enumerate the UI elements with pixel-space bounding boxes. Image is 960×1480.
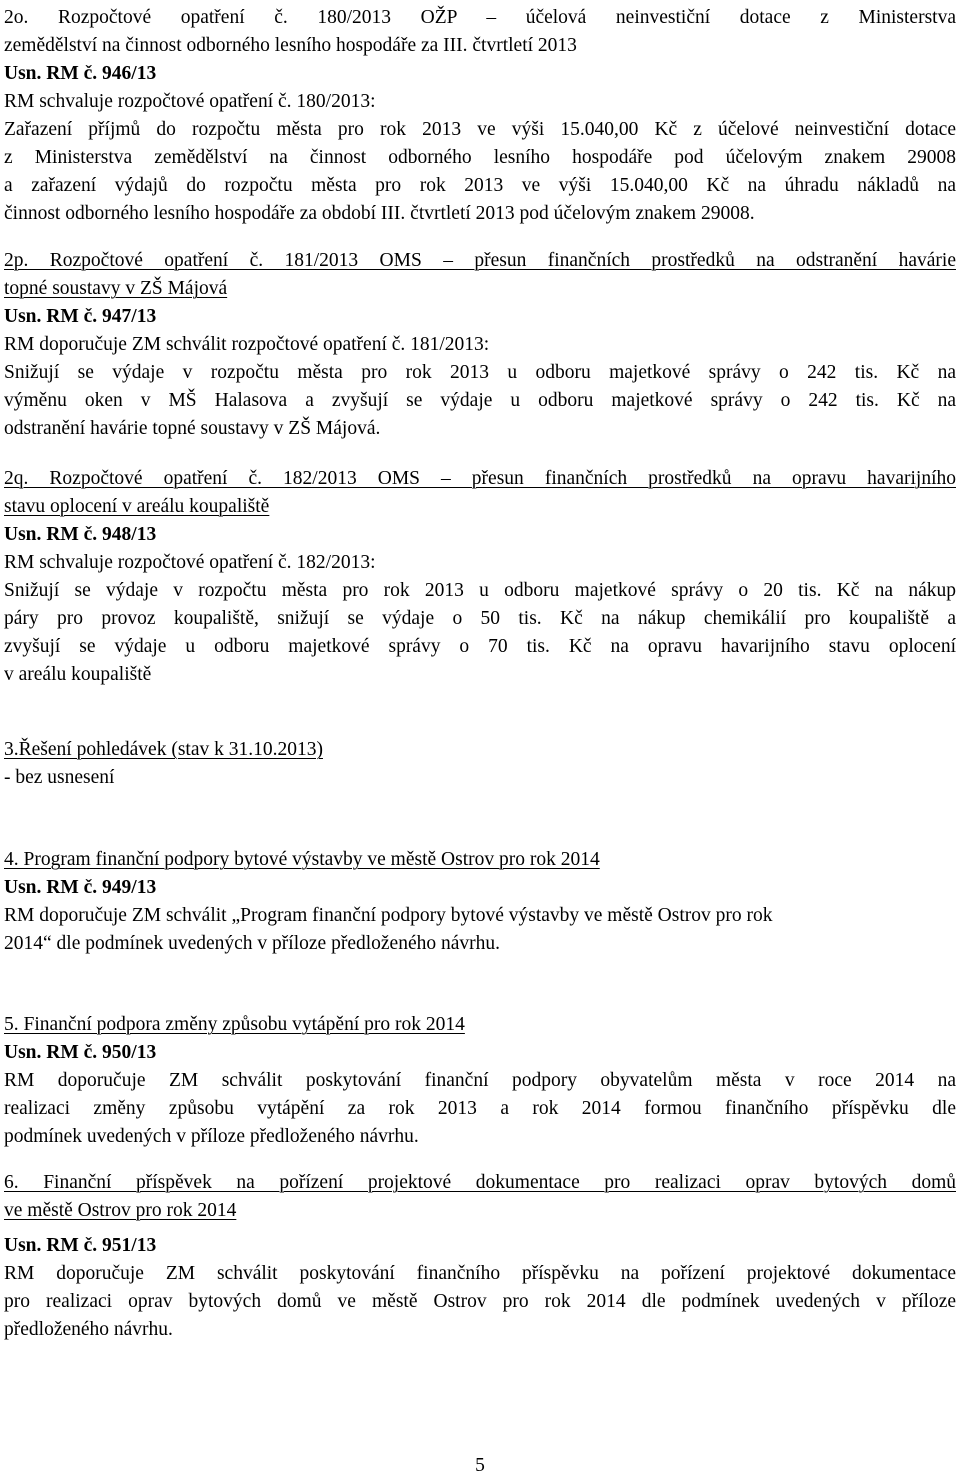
resolution-number: Usn. RM č. 949/13 (4, 877, 157, 898)
section-heading: 2p. Rozpočtové opatření č. 181/2013 OMS – přesun finančních prostředků na odstranění havárie (4, 250, 956, 271)
body-line: RM schvaluje rozpočtové opatření č. 180/2013: (4, 91, 376, 112)
body-line: páry pro provoz koupaliště, snižují se výdaje o 50 tis. Kč na nákup chemikálií pro koupaliště a (4, 608, 956, 629)
section-2o (4, 4, 956, 228)
section-heading: 2q. Rozpočtové opatření č. 182/2013 OMS – přesun finančních prostředků na opravu havarijního (4, 468, 956, 489)
body-line: pro realizaci oprav bytových domů ve městě Ostrov pro rok 2014 dle podmínek uvedených v příloze (4, 1291, 956, 1312)
section-heading-text: 4. Program finanční podpory bytové výstavby ve městě Ostrov pro rok 2014 (4, 849, 600, 870)
resolution-number: Usn. RM č. 948/13 (4, 524, 157, 545)
section-heading-text: 5. Finanční podpora změny způsobu vytápění pro rok 2014 (4, 1014, 465, 1035)
resolution-number: Usn. RM č. 950/13 (4, 1042, 157, 1063)
body-line: v areálu koupaliště (4, 664, 152, 685)
body-line: výměnu oken v MŠ Halasova a zvyšují se výdaje u odboru majetkové správy o 242 tis. Kč na (4, 390, 956, 411)
section-3 (4, 736, 956, 792)
body-line: Snižují se výdaje v rozpočtu města pro rok 2013 u odboru majetkové správy o 242 tis. Kč na (4, 362, 956, 383)
body-line: odstranění havárie topné soustavy v ZŠ Májová. (4, 418, 381, 439)
section-heading: zemědělství na činnost odborného lesního hospodáře za III. čtvrtletí 2013 (4, 35, 577, 56)
section-heading-text: 3.Řešení pohledávek (stav k 31.10.2013) (4, 739, 323, 760)
section-heading: 6. Finanční příspěvek na pořízení projektové dokumentace pro realizaci oprav bytových domů (4, 1172, 956, 1193)
section-5 (4, 1011, 956, 1151)
page-number: 5 (475, 1455, 485, 1476)
body-line: RM doporučuje ZM schválit rozpočtové opatření č. 181/2013: (4, 334, 490, 355)
body-line: RM doporučuje ZM schválit poskytování finančního příspěvku na pořízení projektové dokumentace (4, 1263, 956, 1284)
section-heading (4, 1197, 956, 1225)
body-line: zvyšují se výdaje u odboru majetkové správy o 70 tis. Kč na opravu havarijního stavu oplocení (4, 636, 956, 657)
body-line: činnost odborného lesního hospodáře za období III. čtvrtletí 2013 pod účelovým znakem 29008. (4, 203, 755, 224)
body-line: realizaci změny způsobu vytápění za rok 2013 a rok 2014 formou finančního příspěvku dle (4, 1098, 956, 1119)
section-2p (4, 247, 956, 443)
body-line: RM schvaluje rozpočtové opatření č. 182/2013: (4, 552, 376, 573)
body-line: - bez usnesení (4, 767, 115, 788)
section-4 (4, 846, 956, 958)
section-heading (4, 275, 956, 303)
resolution-number: Usn. RM č. 947/13 (4, 306, 157, 327)
body-line: podmínek uvedených v příloze předloženého návrhu. (4, 1126, 419, 1147)
body-line: z Ministerstva zemědělství na činnost odborného lesního hospodáře pod účelovým znakem 29008 (4, 147, 956, 168)
body-line: a zařazení výdajů do rozpočtu města pro rok 2013 ve výši 15.040,00 Kč na úhradu nákladů na (4, 175, 956, 196)
resolution-number: Usn. RM č. 951/13 (4, 1235, 157, 1256)
section-heading-text: topné soustavy v ZŠ Májová (4, 278, 228, 299)
section-heading: 2o. Rozpočtové opatření č. 180/2013 OŽP – účelová neinvestiční dotace z Ministerstva (4, 7, 956, 28)
section-2q (4, 465, 956, 689)
resolution-number: Usn. RM č. 946/13 (4, 63, 157, 84)
section-heading-text: ve městě Ostrov pro rok 2014 (4, 1200, 237, 1221)
body-line: předloženého návrhu. (4, 1319, 173, 1340)
section-heading (4, 846, 956, 874)
body-line: RM doporučuje ZM schválit poskytování finanční podpory obyvatelům města v roce 2014 na (4, 1070, 956, 1091)
body-line: 2014“ dle podmínek uvedených v příloze předloženého návrhu. (4, 933, 501, 954)
section-heading (4, 1011, 956, 1039)
body-line: Zařazení příjmů do rozpočtu města pro rok 2013 ve výši 15.040,00 Kč z účelové neinvestiční dotace (4, 119, 956, 140)
section-heading-text: stavu oplocení v areálu koupaliště (4, 496, 270, 517)
section-heading (4, 493, 956, 521)
body-line: RM doporučuje ZM schválit „Program finanční podpory bytové výstavby ve městě Ostrov pro rok (4, 905, 773, 926)
section-heading (4, 736, 956, 764)
section-6 (4, 1169, 956, 1344)
body-line: Snižují se výdaje v rozpočtu města pro rok 2013 u odboru majetkové správy o 20 tis. Kč na nákup (4, 580, 956, 601)
